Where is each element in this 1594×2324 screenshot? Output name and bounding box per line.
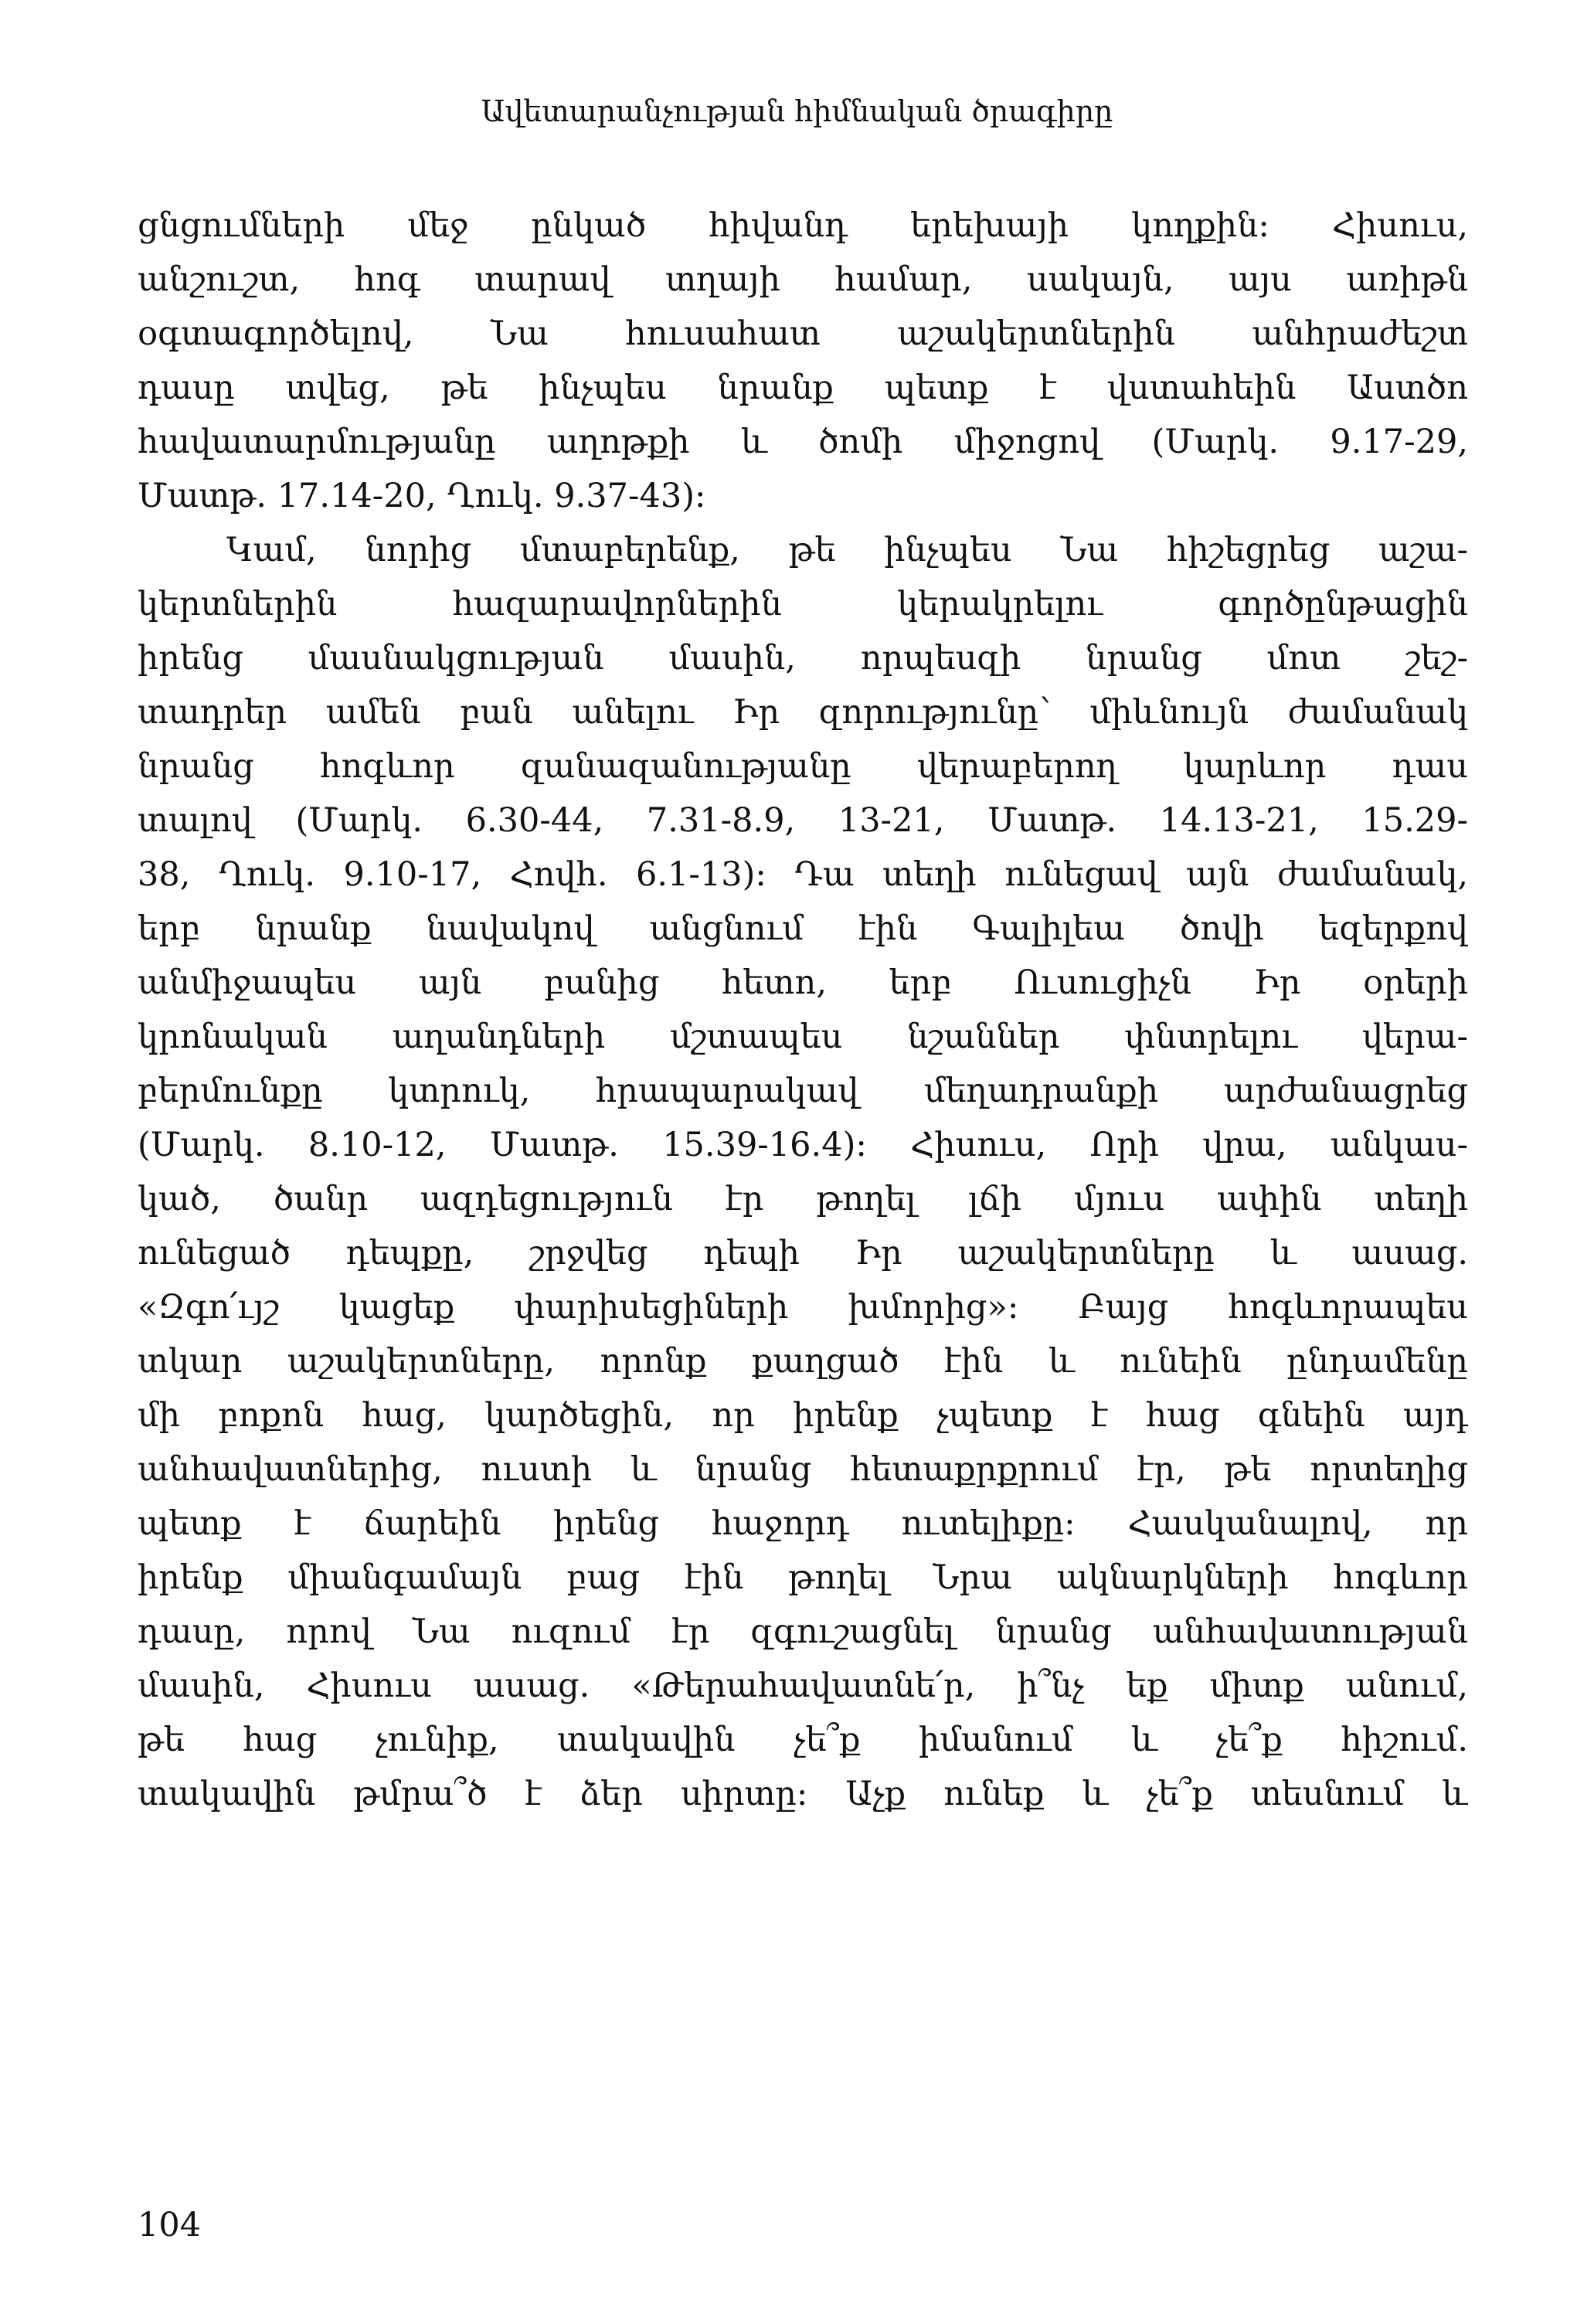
text-line: բերմունքը կտրուկ, հրապարակավ մեղադրանքի արժանացրեց [138,1072,1468,1110]
running-head: Ավետարանչության հիմնական ծրագիրը [481,94,1113,128]
text-line: կերտներին հազարավորներին կերակրելու գործընթացին [138,585,1468,623]
paragraph [138,523,1468,1821]
text-line: դասը տվեց, թե ինչպես նրանք պետք է վստահեին Աստծո [138,369,1468,407]
text-line: տկար աշակերտները, որոնք քաղցած էին և ունեին ընդամենը [138,1342,1468,1381]
text-line: թե հաց չունիք, տակավին չե՞ք իմանում և չե՞ք հիշում. [138,1721,1468,1759]
body-text [138,199,1468,1821]
text-line: (Մարկ. 8.10-12, Մատթ. 15.39-16.4)։ Հիսուս, Որի վրա, անկաս- [138,1126,1468,1164]
text-line: Մատթ. 17.14-20, Ղուկ. 9.37-43)։ [138,477,706,515]
text-line: կրոնական աղանդների մշտապես նշաններ փնտրելու վերա- [138,1018,1468,1056]
text-line: իրենք միանգամայն բաց էին թողել Նրա ակնարկների հոգևոր [138,1558,1468,1597]
text-line: մասին, Հիսուս ասաց. «Թերահավատնե՛ր, ի՞նչ եք միտք անում, [138,1667,1468,1705]
text-line: 38, Ղուկ. 9.10-17, Հովհ. 6.1-13)։ Դա տեղի ունեցավ այն ժամանակ, [138,855,1468,894]
text-line: կած, ծանր ազդեցություն էր թողել լճի մյուս ափին տեղի [138,1180,1468,1218]
text-line: անշուշտ, հոգ տարավ տղայի համար, սակայն, այս առիթն [138,260,1468,299]
text-line: իրենց մասնակցության մասին, որպեսզի նրանց մոտ շեշ- [138,639,1468,678]
text-line: երբ նրանք նավակով անցնում էին Գալիլեա ծովի եզերքով [138,909,1468,948]
text-line: անմիջապես այն բանից հետո, երբ Ուսուցիչն Իր օրերի [138,963,1468,1002]
paragraph [138,199,1468,523]
page-number: 104 [138,2206,202,2244]
text-line: տադրեր ամեն բան անելու Իր զորությունը՝ միևնույն ժամանակ [138,693,1468,732]
text-line: ունեցած դեպքը, շրջվեց դեպի Իր աշակերտները և ասաց. [138,1234,1468,1272]
text-line: դասը, որով Նա ուզում էր զգուշացնել նրանց անհավատության [138,1612,1468,1651]
text-line: հավատարմությանը աղոթքի և ծոմի միջոցով (Մարկ. 9.17-29, [138,423,1468,461]
text-line: տալով (Մարկ. 6.30-44, 7.31-8.9, 13-21, Մատթ. 14.13-21, 15.29- [138,801,1468,840]
text-line: ցնցումների մեջ ընկած հիվանդ երեխայի կողքին։ Հիսուս, [138,206,1468,245]
text-line: Կամ, նորից մտաբերենք, թե ինչպես Նա հիշեցրեց աշա- [226,531,1468,569]
text-line: օգտագործելով, Նա հուսահատ աշակերտներին անհրաժեշտ [138,314,1468,353]
text-line: նրանց հոգևոր զանազանությանը վերաբերող կարևոր դաս [138,747,1468,786]
text-line: «Զգո՛ւյշ կացեք փարիսեցիների խմորից»։ Բայց հոգևորապես [138,1288,1468,1327]
text-line: տակավին թմրա՞ծ է ձեր սիրտը։ Աչք ունեք և չե՞ք տեսնում և [138,1775,1468,1813]
text-line: անհավատներից, ուստի և նրանց հետաքրքրում էր, թե որտեղից [138,1450,1468,1489]
text-line: պետք է ճարեին իրենց հաջորդ ուտելիքը։ Հասկանալով, որ [138,1504,1468,1543]
text-line: մի բոքոն հաց, կարծեցին, որ իրենք չպետք է հաց գնեին այդ [138,1396,1468,1435]
